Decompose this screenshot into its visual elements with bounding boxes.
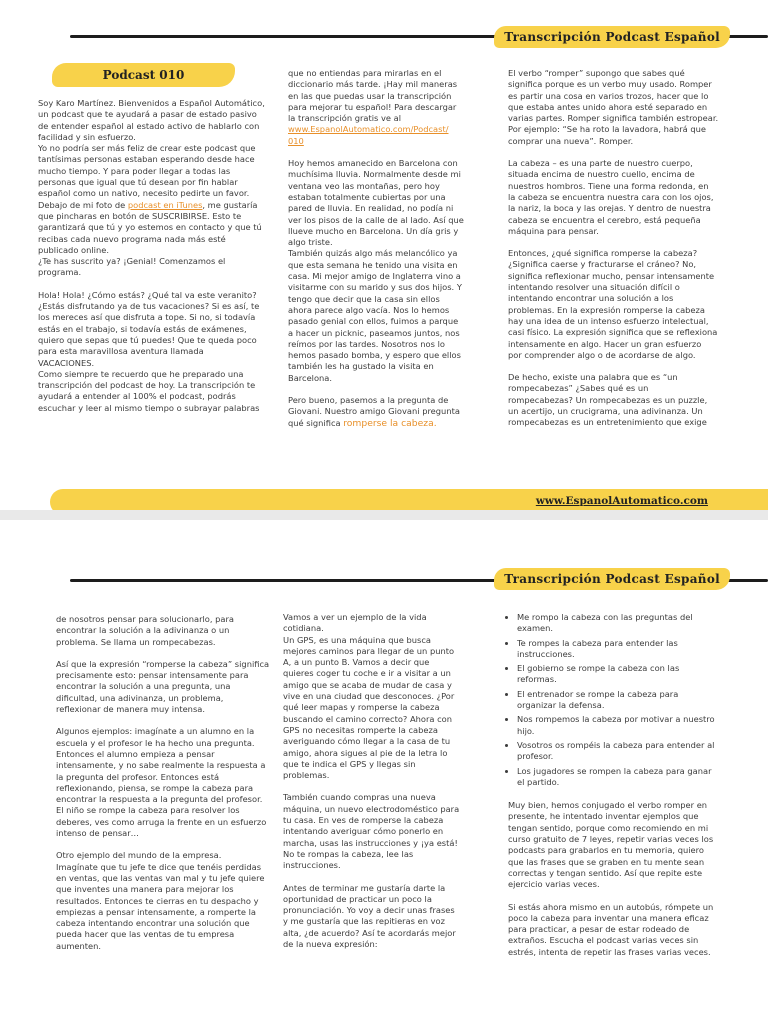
podcast-badge: Podcast 010	[52, 63, 235, 87]
paragraph: Pero bueno, pasemos a la pregunta de Giovani. Nuestro amigo Giovani pregunta qué significa romperse la cabeza.	[288, 395, 460, 429]
header-title: Transcripción Podcast Español	[494, 568, 730, 590]
paragraph: Otro ejemplo del mundo de la empresa. Imagínate que tu jefe te dice que tenéis perdidas en ventas, que las ventas van mal y tu jefe quiere que inventes una manera para mejorar los resultados. Entonces te cierras en tu despacho y empiezas a pensar intensamente, a romperte la cabeza intentando encontrar una solución que pueda hacer que las ventas de tu empresa aumenten.	[56, 850, 265, 951]
header-title: Transcripción Podcast Español	[494, 26, 730, 48]
example-list	[508, 612, 734, 788]
expression-highlight: romperse la cabeza.	[343, 417, 437, 429]
paragraph: Antes de terminar me gustaría darte la oportunidad de practicar un poco la pronunciación. Yo voy a decir unas frases y me gustaría que las repitieras en voz alta, ¿de acuerdo? Así te acordarás mejor de la nueva expresión:	[283, 882, 456, 950]
list-item: • Los jugadores se rompen la cabeza para ganar el partido.	[517, 766, 734, 789]
list-item: • Te rompes la cabeza para entender las instrucciones.	[517, 638, 734, 661]
column-1	[38, 98, 270, 425]
page-1	[0, 0, 768, 510]
paragraph: Entonces, ¿qué significa romperse la cabeza? ¿Significa caerse y fracturarse el cráneo? No, significa reflexionar mucho, pensar intensamente intentando resolver una situación difícil o intentando encontrar una solución a los problemas. En la expresión romperse la cabeza hay una idea de un intenso esfuerzo intelectual, casi físico. La expresión significa que se reflexiona intensamente en algo. Hacer un gran esfuerzo por comprender algo o de acordarse de algo.	[508, 248, 718, 360]
list-item: • Nos rompemos la cabeza por motivar a nuestro hijo.	[517, 714, 734, 737]
paragraph: Si estás ahora mismo en un autobús, rómpete un poco la cabeza para inventar una manera eficaz para practicar, a pesar de estar rodeado de extraños. Escucha el podcast varias veces sin estrés, intenta de repetir las frases varias veces.	[508, 901, 714, 957]
paragraph: Hoy hemos amanecido en Barcelona con muchísima lluvia. Normalmente desde mi ventana veo las montañas, pero hoy estaban totalmente cubiertas por una pared de lluvia. En realidad, no podía ni ver los pisos de la calle de al lado. Así que llueve mucho en Barcelona. Un día gris y algo triste. También quizás algo más melancólico ya que esta semana he tenido una visita en casa. Mi mejor amigo de Inglaterra vino a visitarme con su marido y sus dos hijos. Y tengo que decir que la casa sin ellos ahora parece algo vacía. Nos lo hemos pasado genial con ellos, fuimos a parque a hacer un picknic, paseamos juntos, nos reímos por las tardes. Nosotros nos lo hemos pasado bomba, y espero que ellos también les ha gustado la visita en Barcelona.	[288, 158, 464, 383]
column-3	[508, 68, 734, 440]
paragraph: Así que la expresión “romperse la cabeza” significa precisamente esto: pensar intensamente para encontrar la solución a una pregunta, una dificultad, una adivinanza, un problema, reflexionar de manera muy intensa.	[56, 658, 270, 715]
itunes-link[interactable]: podcast en iTunes	[127, 199, 203, 210]
paragraph: que no entiendas para mirarlas en el diccionario más tarde. ¡Hay mil maneras en las que puedas usar la transcripción para mejorar tu español! Para descargar la transcripción gratis ve al www.EspanolAutomatico.com/Podcast/ 010	[288, 68, 458, 146]
column-2	[283, 612, 473, 961]
column-3	[508, 612, 734, 969]
paragraph: Vamos a ver un ejemplo de la vida cotidiana. Un GPS, es una máquina que busca mejores caminos para llegar de un punto A, a un punto B. Vamos a decir que quieres coger tu coche e ir a visitar a un amigo que se acaba de mudar de casa y vive en una ciudad que desconoces. ¿Por qué leer mapas y romperse la cabeza buscando el camino correcto? Ahora con GPS no necesitas romperte la cabeza averiguando cómo llegar a la casa de tu amigo, ahora sigues al pie de la letra lo que te indica el GPS y llegas sin problemas.	[283, 612, 455, 781]
paragraph: Hola! Hola! ¿Cómo estás? ¿Qué tal va este veranito? ¿Estás disfrutando ya de tus vacaciones? Si es así, te los mereces así que disfruta a tope. Si no, si todavía estás en el trabajo, si todavía estás de exámenes, quiero que sepas que tú puedes! Que te queda poco para esta maravillosa aventura llamada VACACIONES. Como siempre te recuerdo que he preparado una transcripción del podcast de hoy. La transcripción te ayudará a entender al 100% el podcast, podrás escuchar y leer al mismo tiempo o subrayar palabras	[38, 289, 260, 413]
list-item: • Vosotros os rompéis la cabeza para entender al profesor.	[517, 740, 734, 763]
paragraph: Soy Karo Martínez. Bienvenidos a Español Automático, un podcast que te ayudará a pasar de estado pasivo de entender español al estado activo de hablarlo con facilidad y sin esfuerzo. Yo no podría ser más feliz de crear este podcast que tantísimas personas estaban esperando desde hace mucho tiempo. Y para poder llegar a todas las personas que igual que tú desean por fin hablar español como un nativo, necesito pedirte un favor. Debajo de mi foto de podcast en iTunes, me gustaría que pincharas en botón de SUSCRIBIRSE. Esto te garantizará que tú y yo estemos en contacto y que tú recibas cada nuevo programa nada más esté publicado online. ¿Te has suscrito ya? ¡Genial! Comenzamos el programa.	[38, 98, 265, 278]
transcript-url-link[interactable]: www.EspanolAutomatico.com/Podcast/ 010	[288, 124, 449, 146]
paragraph: De hecho, existe una palabra que es “un rompecabezas” ¿Sabes qué es un rompecabezas? Un rompecabezas es un puzzle, un acertijo, un crucigrama, una adivinanza. Un rompecabezas es un entretenimiento que exige	[508, 372, 708, 428]
paragraph: Algunos ejemplos: imagínate a un alumno en la escuela y el profesor le ha hecho una pregunta. Entonces el alumno empieza a pensar intensamente, y no sabe realmente la respuesta a la pregunta del profesor. Entonces está reflexionando, piensa, se rompe la cabeza para encontrar la respuesta a la pregunta del profesor. El niño se rompe la cabeza para resolver los deberes, ves como arruga la frente en un esfuerzo intenso de pensar…	[56, 726, 267, 839]
paragraph: El verbo “romper” supongo que sabes qué significa porque es un verbo muy usado. Romper es partir una cosa en varios trozos, hacer que lo que estaba antes unido ahora esté separado en varias partes. Romper significa también estropear. Por ejemplo: “Se ha roto la lavadora, habrá que comprar una nueva”. Romper.	[508, 68, 719, 146]
page-divider	[0, 510, 768, 520]
list-item: • El entrenador se rompe la cabeza para organizar la defensa.	[517, 689, 734, 712]
website-link[interactable]: www.EspanolAutomatico.com	[535, 495, 708, 507]
paragraph: de nosotros pensar para solucionarlo, para encontrar la solución a la adivinanza o un problema. Se llama un rompecabezas.	[56, 614, 234, 647]
list-item: • El gobierno se rompe la cabeza con las reformas.	[517, 663, 734, 686]
page-2	[0, 520, 768, 1024]
paragraph: Muy bien, hemos conjugado el verbo romper en presente, he intentado inventar ejemplos que tengan sentido, porque como recomiendo en mi curso gratuito de 7 leyes, repetir varias veces los podcasts para grabarlos en tu memoria, quiero que las frases que se graben en tu mente sean correctas y tengan sentido. Así que repite este ejercicio varias veces.	[508, 800, 714, 890]
footer-bar	[50, 489, 768, 510]
paragraph: También cuando compras una nueva máquina, un nuevo electrodoméstico para tu casa. En ves de romperse la cabeza intentando averiguar cómo ponerlo en marcha, usas las instrucciones y ¡ya está! No te rompas la cabeza, lee las instrucciones.	[283, 792, 460, 871]
column-2	[288, 68, 470, 440]
list-item: • Me rompo la cabeza con las preguntas del examen.	[517, 612, 734, 635]
paragraph: La cabeza – es una parte de nuestro cuerpo, situada encima de nuestro cuello, encima de nuestros hombros. Tiene una forma redonda, en la cabeza se encuentra nuestra cara con los ojos, la nariz, la boca y las orejas. Y dentro de nuestra cabeza se encuentra el cerebro, está pequeña máquina para pensar.	[508, 158, 714, 236]
column-1	[56, 614, 270, 963]
